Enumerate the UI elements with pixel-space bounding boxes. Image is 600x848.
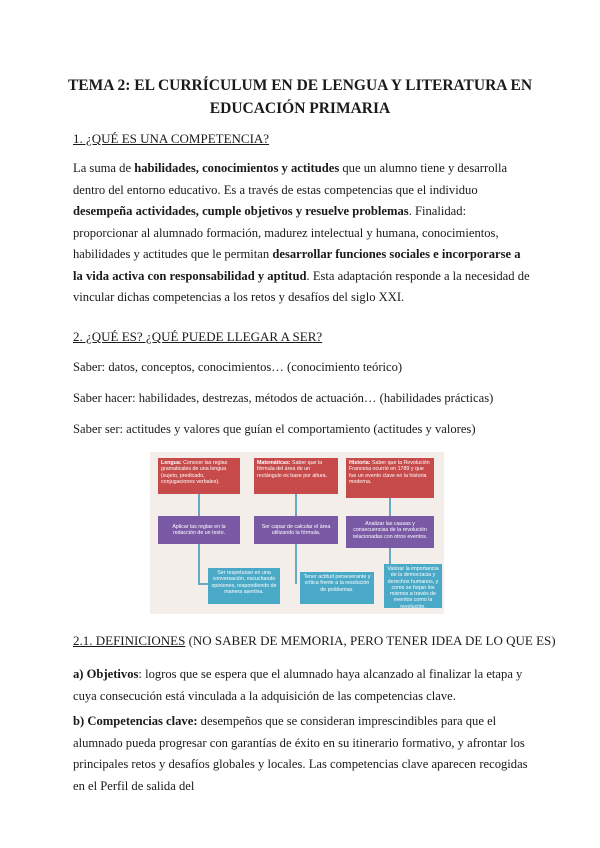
text-run: : logros que se espera que el alumnado haya alcanzado al finalizar la etapa y cuya consecución está vinculada a la adquisición de las competencias clave. — [73, 667, 523, 703]
competencias-clave-paragraph — [73, 711, 533, 797]
section-1-heading: 1. ¿QUÉ ES UNA COMPETENCIA? — [73, 131, 270, 146]
historia-saber-box — [346, 458, 434, 498]
bold-run: desempeña actividades, cumple objetivos y resuelve problemas — [73, 204, 409, 218]
matematicas-saber-hacer-box: Ser capaz de calcular el área utilizando la fórmula. — [254, 516, 338, 544]
competencies-concept-map — [150, 452, 444, 614]
text-run: desempeños que se consideran imprescindibles para que el alumnado pueda progresar con garantías de éxito en su itinerario formativo, y afrontar los principales retos y desafíos globales y locales. Las competencias clave aparecen recogidas en el Perfil de salida del — [73, 714, 528, 793]
bold-run: habilidades, conocimientos y actitudes — [134, 161, 340, 175]
historia-saber-hacer-box: Analizar las causas y consecuencias de la revolución relacionadas con otros eventos. — [346, 516, 434, 548]
saber-hacer-line: Saber hacer: habilidades, destrezas, métodos de actuación… (habilidades prácticas) — [73, 391, 494, 405]
bold-run: b) Competencias clave: — [73, 714, 198, 728]
text-run: . Esta adaptación responde a la necesidad de vincular dichas competencias a los retos y desafíos del siglo XXI. — [73, 268, 530, 304]
text-run: La suma de — [73, 161, 135, 175]
heading-rest: (NO SABER DE MEMORIA, PERO TENER IDEA DE LO QUE ES) — [185, 633, 556, 648]
matematicas-saber-ser-box: Tener actitud perseverante y crítica frente a la resolución de problemas. — [300, 572, 374, 604]
box-text: Saber que la fórmula del área de un rectángulo es base por altura. — [257, 460, 328, 479]
matematicas-saber-box — [254, 458, 338, 494]
text-run: . Finalidad: proporcionar al alumnado formación, madurez intelectual y humana, conocimientos, habilidades y actitudes que le permitan — [73, 204, 499, 261]
box-label: Matemáticas: — [257, 460, 291, 466]
lengua-saber-box — [158, 458, 240, 494]
connector — [389, 498, 391, 516]
box-label: Lengua: — [161, 460, 182, 466]
objetivos-paragraph — [73, 664, 533, 707]
saber-ser-line: Saber ser: actitudes y valores que guían el comportamiento (actitudes y valores) — [73, 422, 476, 436]
connector — [295, 494, 297, 516]
bold-run: a) Objetivos — [73, 667, 139, 681]
box-label: Historia: — [349, 460, 371, 466]
section-2-heading: 2. ¿QUÉ ES? ¿QUÉ PUEDE LLEGAR A SER? — [73, 329, 323, 344]
connector — [198, 494, 200, 516]
lengua-saber-hacer-box: Aplicar las reglas en la redacción de un texto. — [158, 516, 240, 544]
saber-line: Saber: datos, conceptos, conocimientos… (conocimiento teórico) — [73, 360, 403, 374]
text-run: que un alumno tiene y desarrolla dentro del entorno educativo. Es a través de estas competencias que el individuo — [73, 161, 508, 197]
heading-underlined: 2.1. DEFINICIONES — [73, 633, 186, 648]
connector — [295, 544, 297, 584]
lengua-saber-ser-box: Ser respetuoso en una conversación, escuchando opiniones, respondiendo de manera asertiva. — [208, 568, 280, 604]
historia-saber-ser-box: Valorar la importancia de la democracia y derechos humanos, y como se forjan los mismos a través de eventos como la revolución. — [384, 564, 442, 608]
connector — [198, 544, 200, 584]
page-title: TEMA 2: EL CURRÍCULUM EN DE LENGUA Y LITERATURA EN EDUCACIÓN PRIMARIA — [67, 77, 533, 117]
section-2-1-heading — [73, 633, 556, 649]
box-text: Saber que la Revolución Francesa ocurrió en 1789 y que fue un evento clave en la historia moderna. — [349, 460, 430, 485]
connector — [198, 583, 208, 585]
bold-run: desarrollar funciones sociales e incorporarse a la vida activa con responsabilidad y aptitud — [73, 247, 521, 283]
box-text: Conocer las reglas gramaticales de una lengua (sujeto, predicado, conjugaciones verbales). — [161, 460, 228, 485]
section-1-paragraph — [73, 158, 533, 309]
